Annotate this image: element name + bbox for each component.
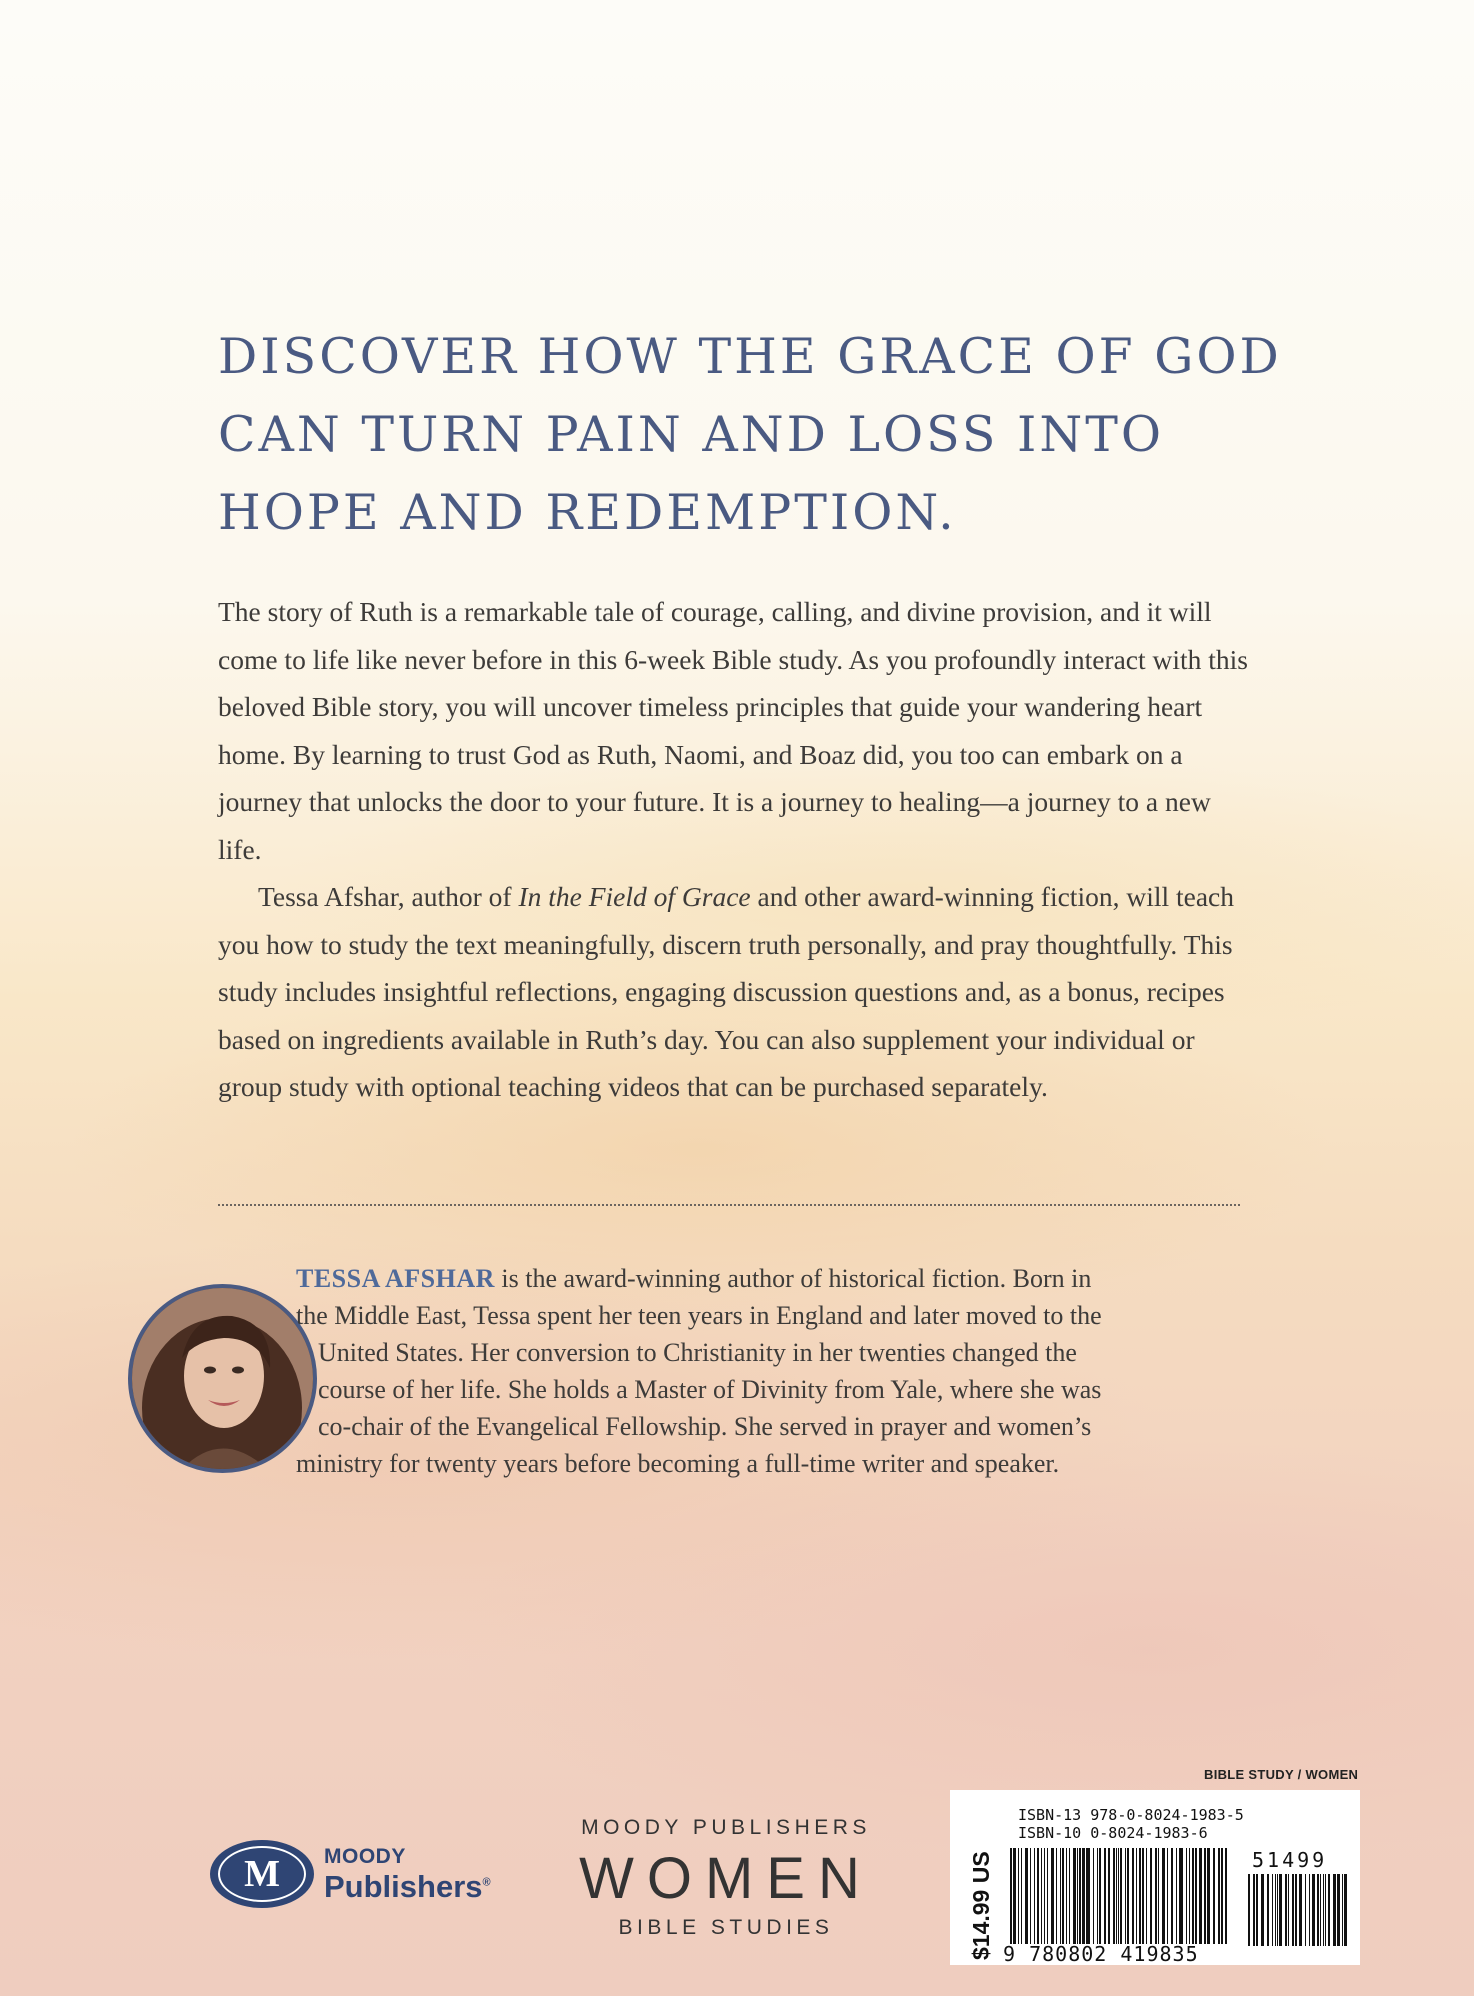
barcode-bar	[1207, 1848, 1209, 1944]
barcode-bar	[1044, 1848, 1045, 1944]
barcode-bar	[1277, 1874, 1278, 1946]
barcode-bar	[1218, 1848, 1220, 1944]
addon-barcode-icon	[1248, 1874, 1348, 1946]
barcode-bar	[1213, 1848, 1215, 1944]
headline-line: DISCOVER HOW THE GRACE OF GOD	[218, 328, 1282, 385]
barcode-bar	[1344, 1874, 1347, 1946]
barcode-bar	[1069, 1848, 1070, 1944]
barcode-bar	[1097, 1848, 1098, 1944]
trademark-symbol: ®	[482, 1876, 491, 1889]
barcode-bar	[1288, 1874, 1289, 1946]
barcode-bar	[1317, 1874, 1319, 1946]
moody-publishers-logo	[210, 1840, 491, 1908]
bio-line: United States. Her conversion to Christianity in her twenties changed the	[318, 1338, 1077, 1367]
barcode-bar	[1077, 1848, 1078, 1944]
isbn-lines	[1018, 1806, 1244, 1842]
moody-logo-line1: MOODY	[324, 1845, 406, 1868]
description	[218, 588, 1248, 1111]
barcode-bar	[1176, 1848, 1177, 1944]
series-logo-middle: WOMEN	[579, 1846, 873, 1911]
category-label: BIBLE STUDY / WOMEN	[1204, 1767, 1359, 1782]
barcode-bar	[1162, 1848, 1164, 1944]
moody-logo-text	[324, 1846, 491, 1902]
series-logo-bottom: BIBLE STUDIES	[618, 1916, 834, 1939]
ean-barcode-icon	[1010, 1848, 1230, 1944]
author-photo	[128, 1284, 317, 1473]
barcode-bar	[1171, 1848, 1173, 1944]
barcode-bar	[1312, 1874, 1315, 1946]
barcode-bar	[1248, 1874, 1250, 1946]
author-bio	[296, 1260, 1256, 1482]
barcode-bar	[1328, 1874, 1331, 1946]
barcode-bar	[1142, 1848, 1144, 1944]
barcode-bar	[1305, 1874, 1306, 1946]
barcode-bar	[1195, 1848, 1197, 1944]
barcode-bar	[1261, 1874, 1264, 1946]
moody-m-emblem-icon: M	[210, 1840, 314, 1908]
price-label: $14.99 US	[968, 1851, 994, 1960]
description-paragraph	[218, 873, 1248, 1111]
series-logo-top: MOODY PUBLISHERS	[581, 1816, 871, 1839]
barcode-bar	[1066, 1848, 1067, 1944]
barcode-bar	[1118, 1848, 1119, 1944]
addon-digits: 51499	[1252, 1848, 1328, 1872]
barcode-bar	[1253, 1874, 1256, 1946]
barcode-bar	[1272, 1874, 1274, 1946]
barcode-bar	[1146, 1848, 1147, 1944]
barcode-bar	[1086, 1848, 1087, 1944]
barcode-bar	[1267, 1874, 1269, 1946]
moody-logo-line2	[324, 1871, 491, 1902]
barcode-bar	[1333, 1874, 1336, 1946]
barcode-bar	[1080, 1848, 1081, 1944]
barcode-bar	[1025, 1848, 1027, 1944]
barcode-bar	[1051, 1848, 1053, 1944]
barcode-bar	[1325, 1874, 1326, 1946]
barcode-bar	[1221, 1848, 1223, 1944]
barcode-bar	[1299, 1874, 1302, 1946]
barcode-bar	[1320, 1874, 1321, 1946]
barcode-bar	[1292, 1874, 1295, 1946]
barcode-bar	[1158, 1848, 1160, 1944]
barcode-bar	[1309, 1874, 1311, 1946]
barcode-bar	[1125, 1848, 1126, 1944]
barcode-bar	[1062, 1848, 1064, 1944]
barcode-bar	[1099, 1848, 1101, 1944]
ean-digits: 9 780802 419835	[1003, 1942, 1199, 1966]
barcode-bar	[1018, 1848, 1019, 1944]
barcode-bar	[1056, 1848, 1058, 1944]
description-text: Tessa Afshar, author of	[258, 881, 519, 912]
barcode-bar	[1113, 1848, 1115, 1944]
isbn13: ISBN-13 978-0-8024-1983-5	[1018, 1806, 1244, 1824]
bio-line: course of her life. She holds a Master of Divinity from Yale, where she was	[318, 1375, 1102, 1404]
barcode-bar	[1087, 1848, 1089, 1944]
barcode-bar	[1295, 1874, 1297, 1946]
barcode-bar	[1204, 1848, 1206, 1944]
moody-logo-word: Publishers	[324, 1869, 483, 1904]
barcode-bar	[1337, 1874, 1340, 1946]
barcode-bar	[1079, 1848, 1080, 1944]
barcode-bar	[1155, 1848, 1157, 1944]
barcode-bar	[1034, 1848, 1036, 1944]
barcode-bar	[1189, 1848, 1190, 1944]
barcode-bar	[1279, 1874, 1282, 1946]
dotted-divider	[218, 1204, 1240, 1206]
barcode-bar	[1323, 1874, 1324, 1946]
bio-line: is the award-winning author of historical fiction. Born in	[494, 1264, 1092, 1293]
barcode-bar	[1150, 1848, 1152, 1944]
author-name: TESSA AFSHAR	[296, 1264, 495, 1293]
barcode-bar	[1116, 1848, 1117, 1944]
barcode-bar	[1030, 1848, 1031, 1944]
barcode-bar	[1013, 1848, 1015, 1944]
barcode-bar	[1073, 1848, 1075, 1944]
barcode-bar	[1136, 1848, 1138, 1944]
barcode-bar	[1256, 1874, 1258, 1946]
barcode-bar	[1275, 1874, 1276, 1946]
barcode-bar	[1285, 1874, 1287, 1946]
barcode-bar	[1180, 1848, 1182, 1944]
barcode-bar	[1186, 1848, 1187, 1944]
barcode-bar	[1199, 1848, 1201, 1944]
description-text: and other award-winning fiction, will teach you how to study the text meaningfully, discern truth personally, and pray thoughtfully. This study includes insightful reflections, engaging discussion questions and, as a bonus, recipes based on ingredients available in Ruth’s day. You can also supplement your individual or group study with optional teaching videos that can be purchased separately.	[218, 881, 1234, 1102]
barcode-bar	[1010, 1848, 1012, 1944]
barcode-bar	[1060, 1848, 1061, 1944]
barcode-bar	[1192, 1848, 1194, 1944]
book-title: In the Field of Grace	[518, 881, 751, 912]
barcode-bar	[1021, 1848, 1023, 1944]
barcode-bar	[1108, 1848, 1110, 1944]
barcode-bar	[1082, 1848, 1084, 1944]
barcode-bar	[1179, 1848, 1180, 1944]
barcode-bar	[1225, 1848, 1227, 1944]
barcode-bar	[1342, 1874, 1344, 1946]
barcode-bar	[1127, 1848, 1129, 1944]
women-bible-studies-logo	[566, 1816, 886, 1940]
bio-line: the Middle East, Tessa spent her teen years in England and later moved to the	[296, 1301, 1102, 1330]
headline-line: CAN TURN PAIN AND LOSS INTO	[218, 406, 1165, 463]
barcode-bar	[1037, 1848, 1039, 1944]
barcode-bar	[1047, 1848, 1048, 1944]
bio-line: co-chair of the Evangelical Fellowship. She served in prayer and women’s	[318, 1412, 1092, 1441]
author-portrait-image	[132, 1288, 313, 1469]
barcode-bar	[1104, 1848, 1106, 1944]
barcode-bar	[1041, 1848, 1043, 1944]
headline-line: HOPE AND REDEMPTION.	[218, 484, 957, 541]
author-bio-first-line	[296, 1260, 1256, 1297]
barcode-bar	[1132, 1848, 1134, 1944]
description-paragraph: The story of Ruth is a remarkable tale of courage, calling, and divine provision, and it will come to life like never before in this 6-week Bible study. As you profoundly interact with this beloved Bible story, you will uncover timeless principles that guide your wandering heart home. By learning to trust God as Ruth, Naomi, and Boaz did, you too can embark on a journey that unlocks the door to your future. It is a journey to healing—a journey to a new life.	[218, 596, 1249, 865]
barcode-bar	[1139, 1848, 1141, 1944]
bio-line: ministry for twenty years before becoming a full-time writer and speaker.	[296, 1449, 1060, 1478]
barcode-bar	[1120, 1848, 1122, 1944]
barcode-bar	[1167, 1848, 1169, 1944]
headline	[218, 318, 1318, 552]
barcode-bar	[1093, 1848, 1095, 1944]
isbn10: ISBN-10 0-8024-1983-6	[1018, 1824, 1208, 1842]
